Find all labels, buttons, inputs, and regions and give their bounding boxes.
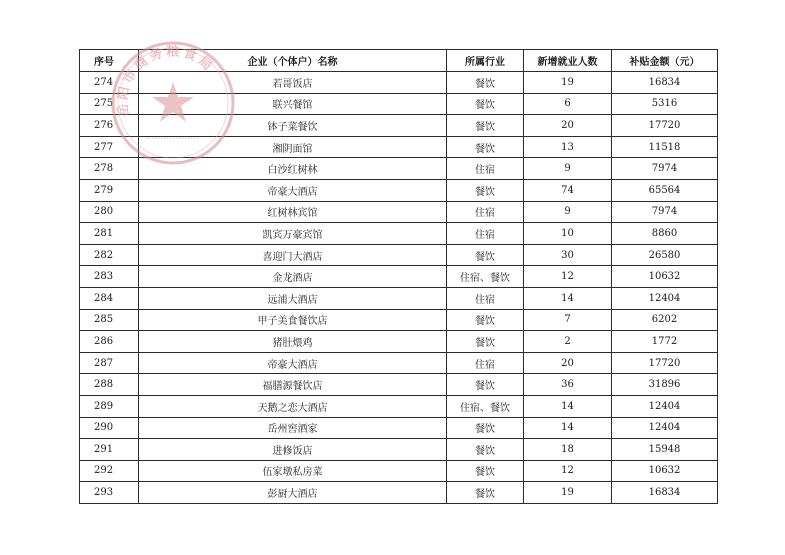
cell-no: 292: [80, 460, 139, 482]
cell-employees: 10: [524, 223, 612, 245]
cell-industry: 餐饮: [447, 331, 524, 353]
cell-no: 286: [80, 331, 139, 353]
cell-no: 282: [80, 244, 139, 266]
cell-employees: 19: [524, 482, 612, 504]
table-row: [80, 374, 718, 396]
header-industry: 所属行业: [447, 50, 524, 72]
table-row: [80, 223, 718, 245]
table-row: [80, 115, 718, 137]
cell-name: 岳州窖酒家: [139, 417, 447, 439]
cell-no: 283: [80, 266, 139, 288]
cell-industry: 餐饮: [447, 482, 524, 504]
cell-no: 276: [80, 115, 139, 137]
cell-name: 福膳源餐饮店: [139, 374, 447, 396]
cell-no: 290: [80, 417, 139, 439]
cell-industry: 住宿: [447, 158, 524, 180]
cell-subsidy: 7974: [612, 201, 718, 223]
cell-name: 喜迎门大酒店: [139, 244, 447, 266]
table-row: [80, 395, 718, 417]
table-row: [80, 201, 718, 223]
cell-subsidy: 16834: [612, 482, 718, 504]
cell-name: 凯宾万豪宾馆: [139, 223, 447, 245]
cell-employees: 74: [524, 179, 612, 201]
table-row: [80, 331, 718, 353]
cell-no: 274: [80, 72, 139, 94]
cell-name: 联兴餐馆: [139, 93, 447, 115]
cell-employees: 19: [524, 72, 612, 94]
header-name: 企业（个体户）名称: [139, 50, 447, 72]
header-no: 序号: [80, 50, 139, 72]
cell-industry: 住宿、餐饮: [447, 395, 524, 417]
cell-employees: 12: [524, 460, 612, 482]
cell-subsidy: 12404: [612, 287, 718, 309]
table-header-row: [80, 50, 718, 72]
cell-subsidy: 26580: [612, 244, 718, 266]
cell-employees: 20: [524, 352, 612, 374]
cell-no: 278: [80, 158, 139, 180]
cell-employees: 12: [524, 266, 612, 288]
cell-name: 湘阴面馆: [139, 136, 447, 158]
cell-subsidy: 10632: [612, 266, 718, 288]
cell-subsidy: 16834: [612, 72, 718, 94]
cell-employees: 14: [524, 395, 612, 417]
cell-subsidy: 11518: [612, 136, 718, 158]
cell-subsidy: 8860: [612, 223, 718, 245]
cell-subsidy: 15948: [612, 439, 718, 461]
cell-employees: 20: [524, 115, 612, 137]
cell-industry: 餐饮: [447, 309, 524, 331]
cell-subsidy: 7974: [612, 158, 718, 180]
table-row: [80, 287, 718, 309]
cell-employees: 14: [524, 287, 612, 309]
cell-employees: 13: [524, 136, 612, 158]
header-subsidy: 补贴金额（元）: [612, 50, 718, 72]
cell-subsidy: 10632: [612, 460, 718, 482]
cell-name: 进修饭店: [139, 439, 447, 461]
table-row: [80, 244, 718, 266]
table-row: [80, 352, 718, 374]
cell-no: 280: [80, 201, 139, 223]
cell-industry: 住宿: [447, 352, 524, 374]
cell-name: 彭厨大酒店: [139, 482, 447, 504]
cell-employees: 6: [524, 93, 612, 115]
cell-subsidy: 12404: [612, 417, 718, 439]
cell-employees: 9: [524, 201, 612, 223]
cell-no: 277: [80, 136, 139, 158]
cell-name: 白沙红树林: [139, 158, 447, 180]
cell-employees: 18: [524, 439, 612, 461]
cell-industry: 住宿: [447, 223, 524, 245]
cell-name: 甲子美食餐饮店: [139, 309, 447, 331]
cell-employees: 30: [524, 244, 612, 266]
cell-no: 291: [80, 439, 139, 461]
cell-name: 远浦大酒店: [139, 287, 447, 309]
cell-no: 293: [80, 482, 139, 504]
cell-subsidy: 17720: [612, 115, 718, 137]
cell-name: 金龙酒店: [139, 266, 447, 288]
table-row: [80, 439, 718, 461]
cell-industry: 餐饮: [447, 179, 524, 201]
cell-employees: 36: [524, 374, 612, 396]
cell-subsidy: 17720: [612, 352, 718, 374]
cell-no: 285: [80, 309, 139, 331]
cell-subsidy: 65564: [612, 179, 718, 201]
table-row: [80, 136, 718, 158]
cell-subsidy: 6202: [612, 309, 718, 331]
cell-name: 帝豪大酒店: [139, 352, 447, 374]
cell-industry: 餐饮: [447, 439, 524, 461]
cell-no: 289: [80, 395, 139, 417]
cell-no: 281: [80, 223, 139, 245]
table-row: [80, 93, 718, 115]
cell-industry: 餐饮: [447, 244, 524, 266]
table-body: [80, 72, 718, 504]
cell-industry: 餐饮: [447, 136, 524, 158]
table-row: [80, 179, 718, 201]
cell-employees: 14: [524, 417, 612, 439]
table-row: [80, 309, 718, 331]
cell-no: 279: [80, 179, 139, 201]
cell-industry: 住宿: [447, 201, 524, 223]
cell-name: 若哥饭店: [139, 72, 447, 94]
cell-name: 红树林宾馆: [139, 201, 447, 223]
cell-name: 帝豪大酒店: [139, 179, 447, 201]
cell-industry: 餐饮: [447, 115, 524, 137]
cell-no: 284: [80, 287, 139, 309]
cell-name: 猪肚煨鸡: [139, 331, 447, 353]
cell-employees: 9: [524, 158, 612, 180]
cell-industry: 餐饮: [447, 72, 524, 94]
cell-no: 287: [80, 352, 139, 374]
cell-name: 钵子菜餐饮: [139, 115, 447, 137]
table-row: [80, 460, 718, 482]
table-row: [80, 158, 718, 180]
cell-employees: 2: [524, 331, 612, 353]
cell-no: 275: [80, 93, 139, 115]
table-row: [80, 417, 718, 439]
cell-subsidy: 1772: [612, 331, 718, 353]
cell-name: 天鹅之恋大酒店: [139, 395, 447, 417]
cell-industry: 餐饮: [447, 374, 524, 396]
cell-subsidy: 31896: [612, 374, 718, 396]
cell-subsidy: 12404: [612, 395, 718, 417]
cell-industry: 餐饮: [447, 460, 524, 482]
table-row: [80, 482, 718, 504]
table-row: [80, 72, 718, 94]
cell-industry: 餐饮: [447, 93, 524, 115]
cell-no: 288: [80, 374, 139, 396]
cell-industry: 餐饮: [447, 417, 524, 439]
subsidy-table: [79, 49, 718, 504]
cell-subsidy: 5316: [612, 93, 718, 115]
table-row: [80, 266, 718, 288]
cell-name: 伍家墩私房菜: [139, 460, 447, 482]
svg-text:岳阳市商务粮食局: 岳阳市商务粮食局: [115, 44, 217, 118]
header-employees: 新增就业人数: [524, 50, 612, 72]
cell-employees: 7: [524, 309, 612, 331]
cell-industry: 住宿: [447, 287, 524, 309]
cell-industry: 住宿、餐饮: [447, 266, 524, 288]
